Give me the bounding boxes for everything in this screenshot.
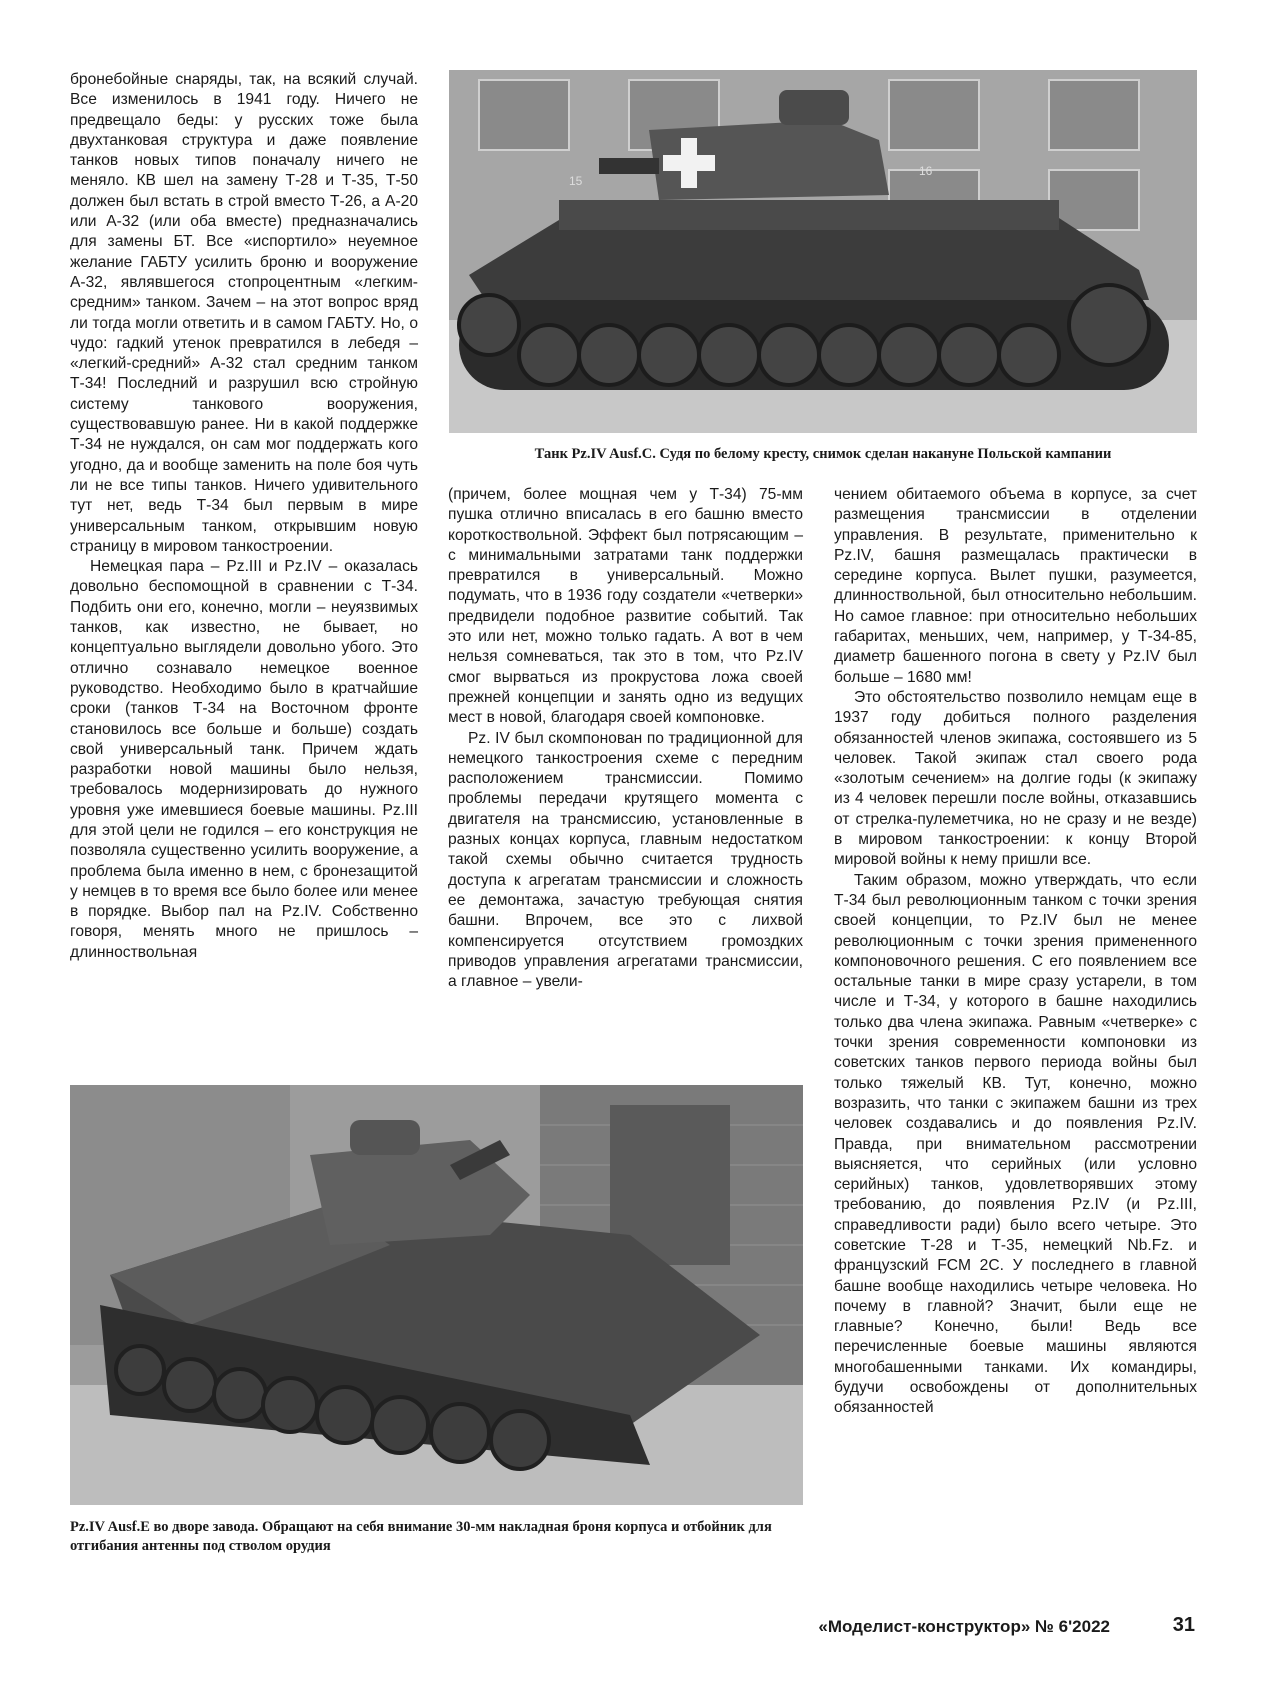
photo-pz4-ausf-e [70,1085,803,1505]
text-column-2 [448,485,803,992]
text-column-1 [70,70,418,963]
paragraph: Таким образом, можно утверждать, что если Т-34 был революционным танком с точки зрения своей концепции, то Pz.IV был не менее революционным с точки зрения примененного компоновочного решения. С его появлением все остальные танки в мире сразу устарели, в том числе и Т-34, у которого в башне находились только два члена экипажа. Равным «четверке» с точки зрения современности компоновки из советских танков первого периода войны был только тяжелый КВ. Тут, конечно, можно возразить, что танки с экипажем башни из трех человек создавались и до появления Pz.IV. Правда, при внимательном рассмотрении выясняется, что серийных (или условно серийных) танков, удовлетворявших этому требованию, до появления Pz.IV (и Pz.III, справедливости ради) было всего четыре. Это советские Т-28 и Т-35, немецкий Nb.Fz. и французский FCM 2C. У последнего в главной башне вообще находились четыре человека. Но почему в главной? Значит, были еще не главные? Конечно, были! Ведь все перечисленные боевые машины являются многобашенными танками. Их командиры, будучи освобождены от дополнительных обязанностей [834,871,1197,1417]
magazine-footer: «Моделист-конструктор» № 6'2022 [818,1617,1110,1636]
hull-number-right: 16 [919,164,933,178]
paragraph: (причем, более мощная чем у Т-34) 75-мм пушка отлично вписалась в его башню вместо короткоствольной. Эффект был потрясающим – с минимальными затратами танк поддержки превратился в универсальный. Можно подумать, что в 1936 году создатели «четверки» предвидели подобное развитие событий. Так это или нет, можно только гадать. А вот в чем нельзя сомневаться, так это в том, что Pz.IV смог вырваться из прокрустова ложа своей прежней концепции и занять одно из ведущих мест в новой, благодаря своей компоновке. [448,486,803,727]
paragraph: чением обитаемого объема в корпусе, за счет размещения трансмиссии в отделении управления. В результате, применительно к Pz.IV, башня размещалась практически в середине корпуса. Вылет пушки, разумеется, длинноствольной, был относительно небольшим. Но самое главное: при относительно небольших габаритах, меньших, чем, например, у Т-34-85, диаметр башенного погона в свету у Pz.IV был больше – 1680 мм! [834,486,1197,686]
page-number: 31 [1172,1614,1195,1636]
paragraph: Немецкая пара – Pz.III и Pz.IV – оказалась довольно беспомощной в сравнении с Т-34. Подбить они его, конечно, могли – неуязвимых танков, как известно, не бывает, но концептуально выглядели довольно убого. Это отлично сознавало немецкое военное руководство. Необходимо было в кратчайшие сроки (танков Т-34 на Восточном фронте становилось все больше и больше) создать свой универсальный танк. Причем ждать разработки новой машины было нельзя, требовалось модернизировать до нужного уровня уже имевшиеся боевые машины. Pz.III для этой цели не годился – его конструкция не позволяла существенно усилить вооружение, а проблема была именно в нем, с бронезащитой у немцев в то время все было более или менее в порядке. Выбор пал на Pz.IV. Собственно говоря, менять много не пришлось – длинноствольная [70,558,418,961]
paragraph: Pz. IV был скомпонован по традиционной для немецкого танкостроения схеме с передним расположением трансмиссии. Помимо проблемы передачи крутящего момента с двигателя на трансмиссию, установленные в разных концах корпуса, главным недостатком такой схемы обычно считается трудность доступа к агрегатам трансмиссии и сложность ее демонтажа, зачастую требующая снятия башни. Впрочем, все это с лихвой компенсируется отсутствием громоздких приводов управления агрегатами трансмиссии, а главное – увели- [448,729,803,991]
paragraph: бронебойные снаряды, так, на всякий случай. Все изменилось в 1941 году. Ничего не предвещало беды: у русских тоже была двухтанковая структура и даже появление танков новых типов поначалу ничего не меняло. КВ шел на замену Т-28 и Т-35, Т-50 должен был встать в строй вместо Т-26, а А-20 или А-32 (или оба вместе) предназначались для замены БТ. Все «испортило» неуемное желание ГАБТУ усилить броню и вооружение А-32, являвшегося стопроцентным «легким-средним» танком. Зачем – на этот вопрос вряд ли тогда могли ответить и в самом ГАБТУ. Но, о чудо: гадкий утенок превратился в лебедя – «легкий-средний» А-32 стал средним танком Т-34! Последний и разрушил всю стройную систему танкового вооружения, существовавшую ранее. Ни в какой поддержке Т-34 не нуждался, он сам мог поддержать кого угодно, да и вообще заменить на поле боя чуть ли не все типы танков. Ничего удивительного тут нет, ведь Т-34 был первым в мире универсальным танком, открывшим новую страницу в мировом танкостроении. [70,71,418,555]
caption-bottom-photo: Pz.IV Ausf.E во дворе завода. Обращают на себя внимание 30-мм накладная броня корпуса и отбойник для отгибания антенны под стволом орудия [70,1519,772,1554]
text-column-3 [834,485,1197,1419]
caption-top-photo: Танк Pz.IV Ausf.C. Судя по белому кресту, снимок сделан накануне Польской кампании [534,446,1112,462]
paragraph: Это обстоятельство позволило немцам еще в 1937 году добиться полного разделения обязанностей членов экипажа, состоявшего из 5 человек. Такой экипаж стал своего рода «золотым сечением» на долгие годы (к экипажу из 4 человек перешли после войны, отказавшись от стрелка-пулеметчика, но не сразу и не везде) в мировом танкостроении: к концу Второй мировой войны к нему пришли все. [834,688,1197,869]
hull-number-left: 15 [569,174,583,188]
photo-pz4-ausf-c [449,70,1197,433]
